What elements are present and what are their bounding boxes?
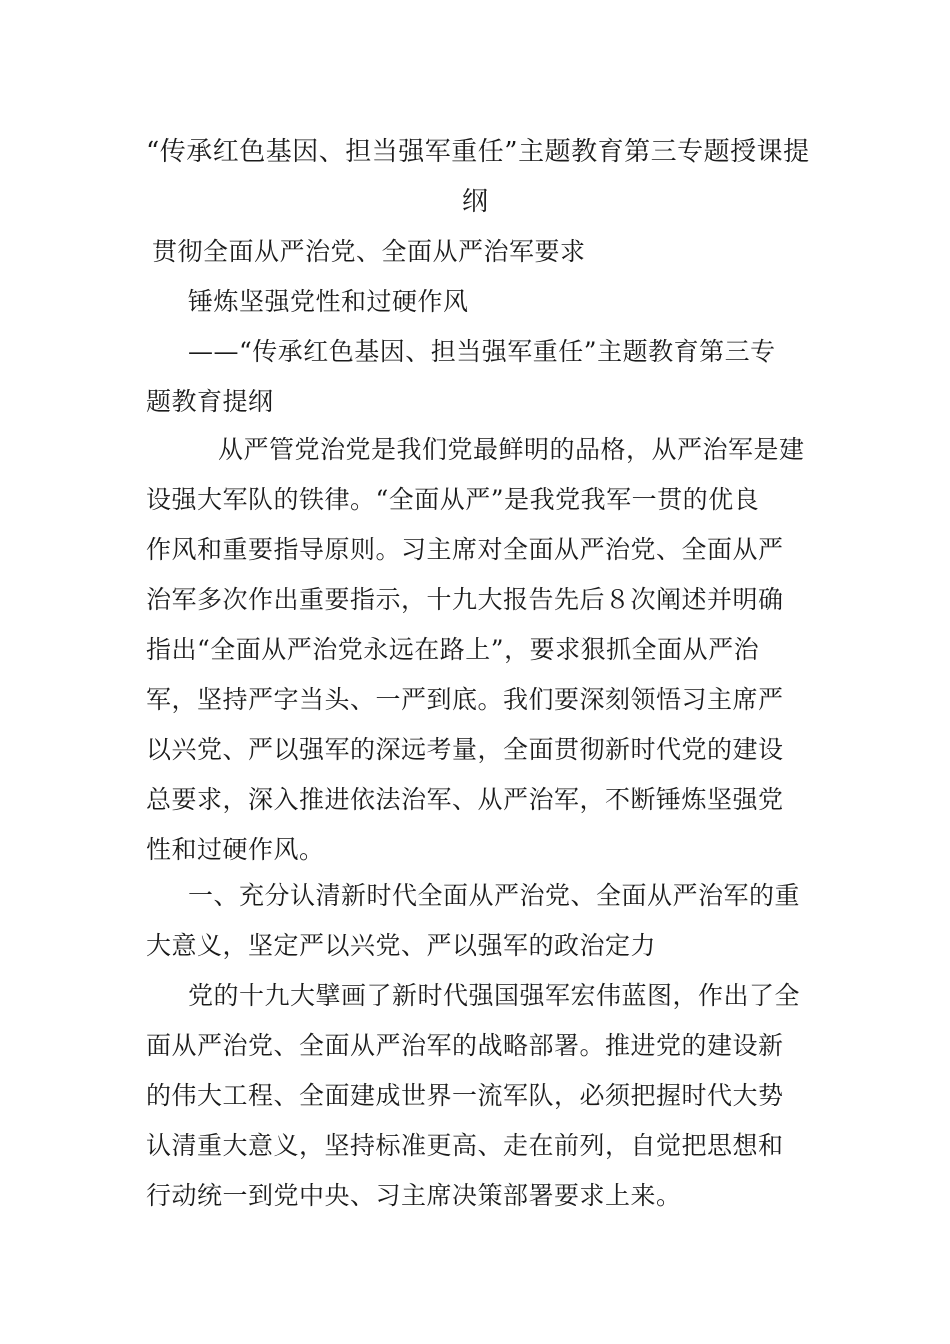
paragraph-line: 党的十九大擘画了新时代强国强军宏伟蓝图，作出了全 [188,981,801,1010]
paragraph-line: 性和过硬作风。 [146,835,325,864]
subtitle-2: 锤炼坚强党性和过硬作风 [188,287,469,316]
paragraph-line: 面从严治党、全面从严治军的战略部署。推进党的建设新 [146,1031,784,1060]
paragraph-line: 军，坚持严字当头、一严到底。我们要深刻领悟习主席严 [146,685,784,714]
paragraph-line: 行动统一到党中央、习主席决策部署要求上来。 [146,1181,682,1210]
paragraph-line: 作风和重要指导原则。习主席对全面从严治党、全面从严 [146,535,784,564]
paragraph-line: 以兴党、严以强军的深远考量，全面贯彻新时代党的建设 [146,735,784,764]
paragraph-line: 治军多次作出重要指示，十九大报告先后８次阐述并明确 [146,585,784,614]
document-title-line1: “传承红色基因、担当强军重任”主题教育第三专题授课提 [146,137,810,167]
subtitle-3-line2: 题教育提纲 [146,387,274,416]
paragraph-line: 设强大军队的铁律。“全面从严”是我党我军一贯的优良 [146,485,760,514]
subtitle-3-line1: ——“传承红色基因、担当强军重任”主题教育第三专 [188,337,776,366]
paragraph-line: 认清重大意义，坚持标准更高、走在前列，自觉把思想和 [146,1131,784,1160]
paragraph-section-1 [146,980,816,1230]
paragraph-line: 指出“全面从严治党永远在路上”，要求狠抓全面从严治 [146,635,760,664]
section-heading-1 [146,880,816,980]
subtitle-1: 贯彻全面从严治党、全面从严治军要求 [152,237,586,266]
paragraph-line: 总要求，深入推进依法治军、从严治军，不断锤炼坚强党 [146,785,784,814]
document-title-line2: 纲 [462,187,489,217]
heading-line: 大意义，坚定严以兴党、严以强军的政治定力 [146,931,657,960]
paragraph-line: 从严管党治党是我们党最鲜明的品格，从严治军是建 [218,435,805,464]
paragraph-intro [146,434,816,884]
paragraph-line: 的伟大工程、全面建成世界一流军队，必须把握时代大势 [146,1081,784,1110]
heading-line: 一、充分认清新时代全面从严治党、全面从严治军的重 [188,881,801,910]
